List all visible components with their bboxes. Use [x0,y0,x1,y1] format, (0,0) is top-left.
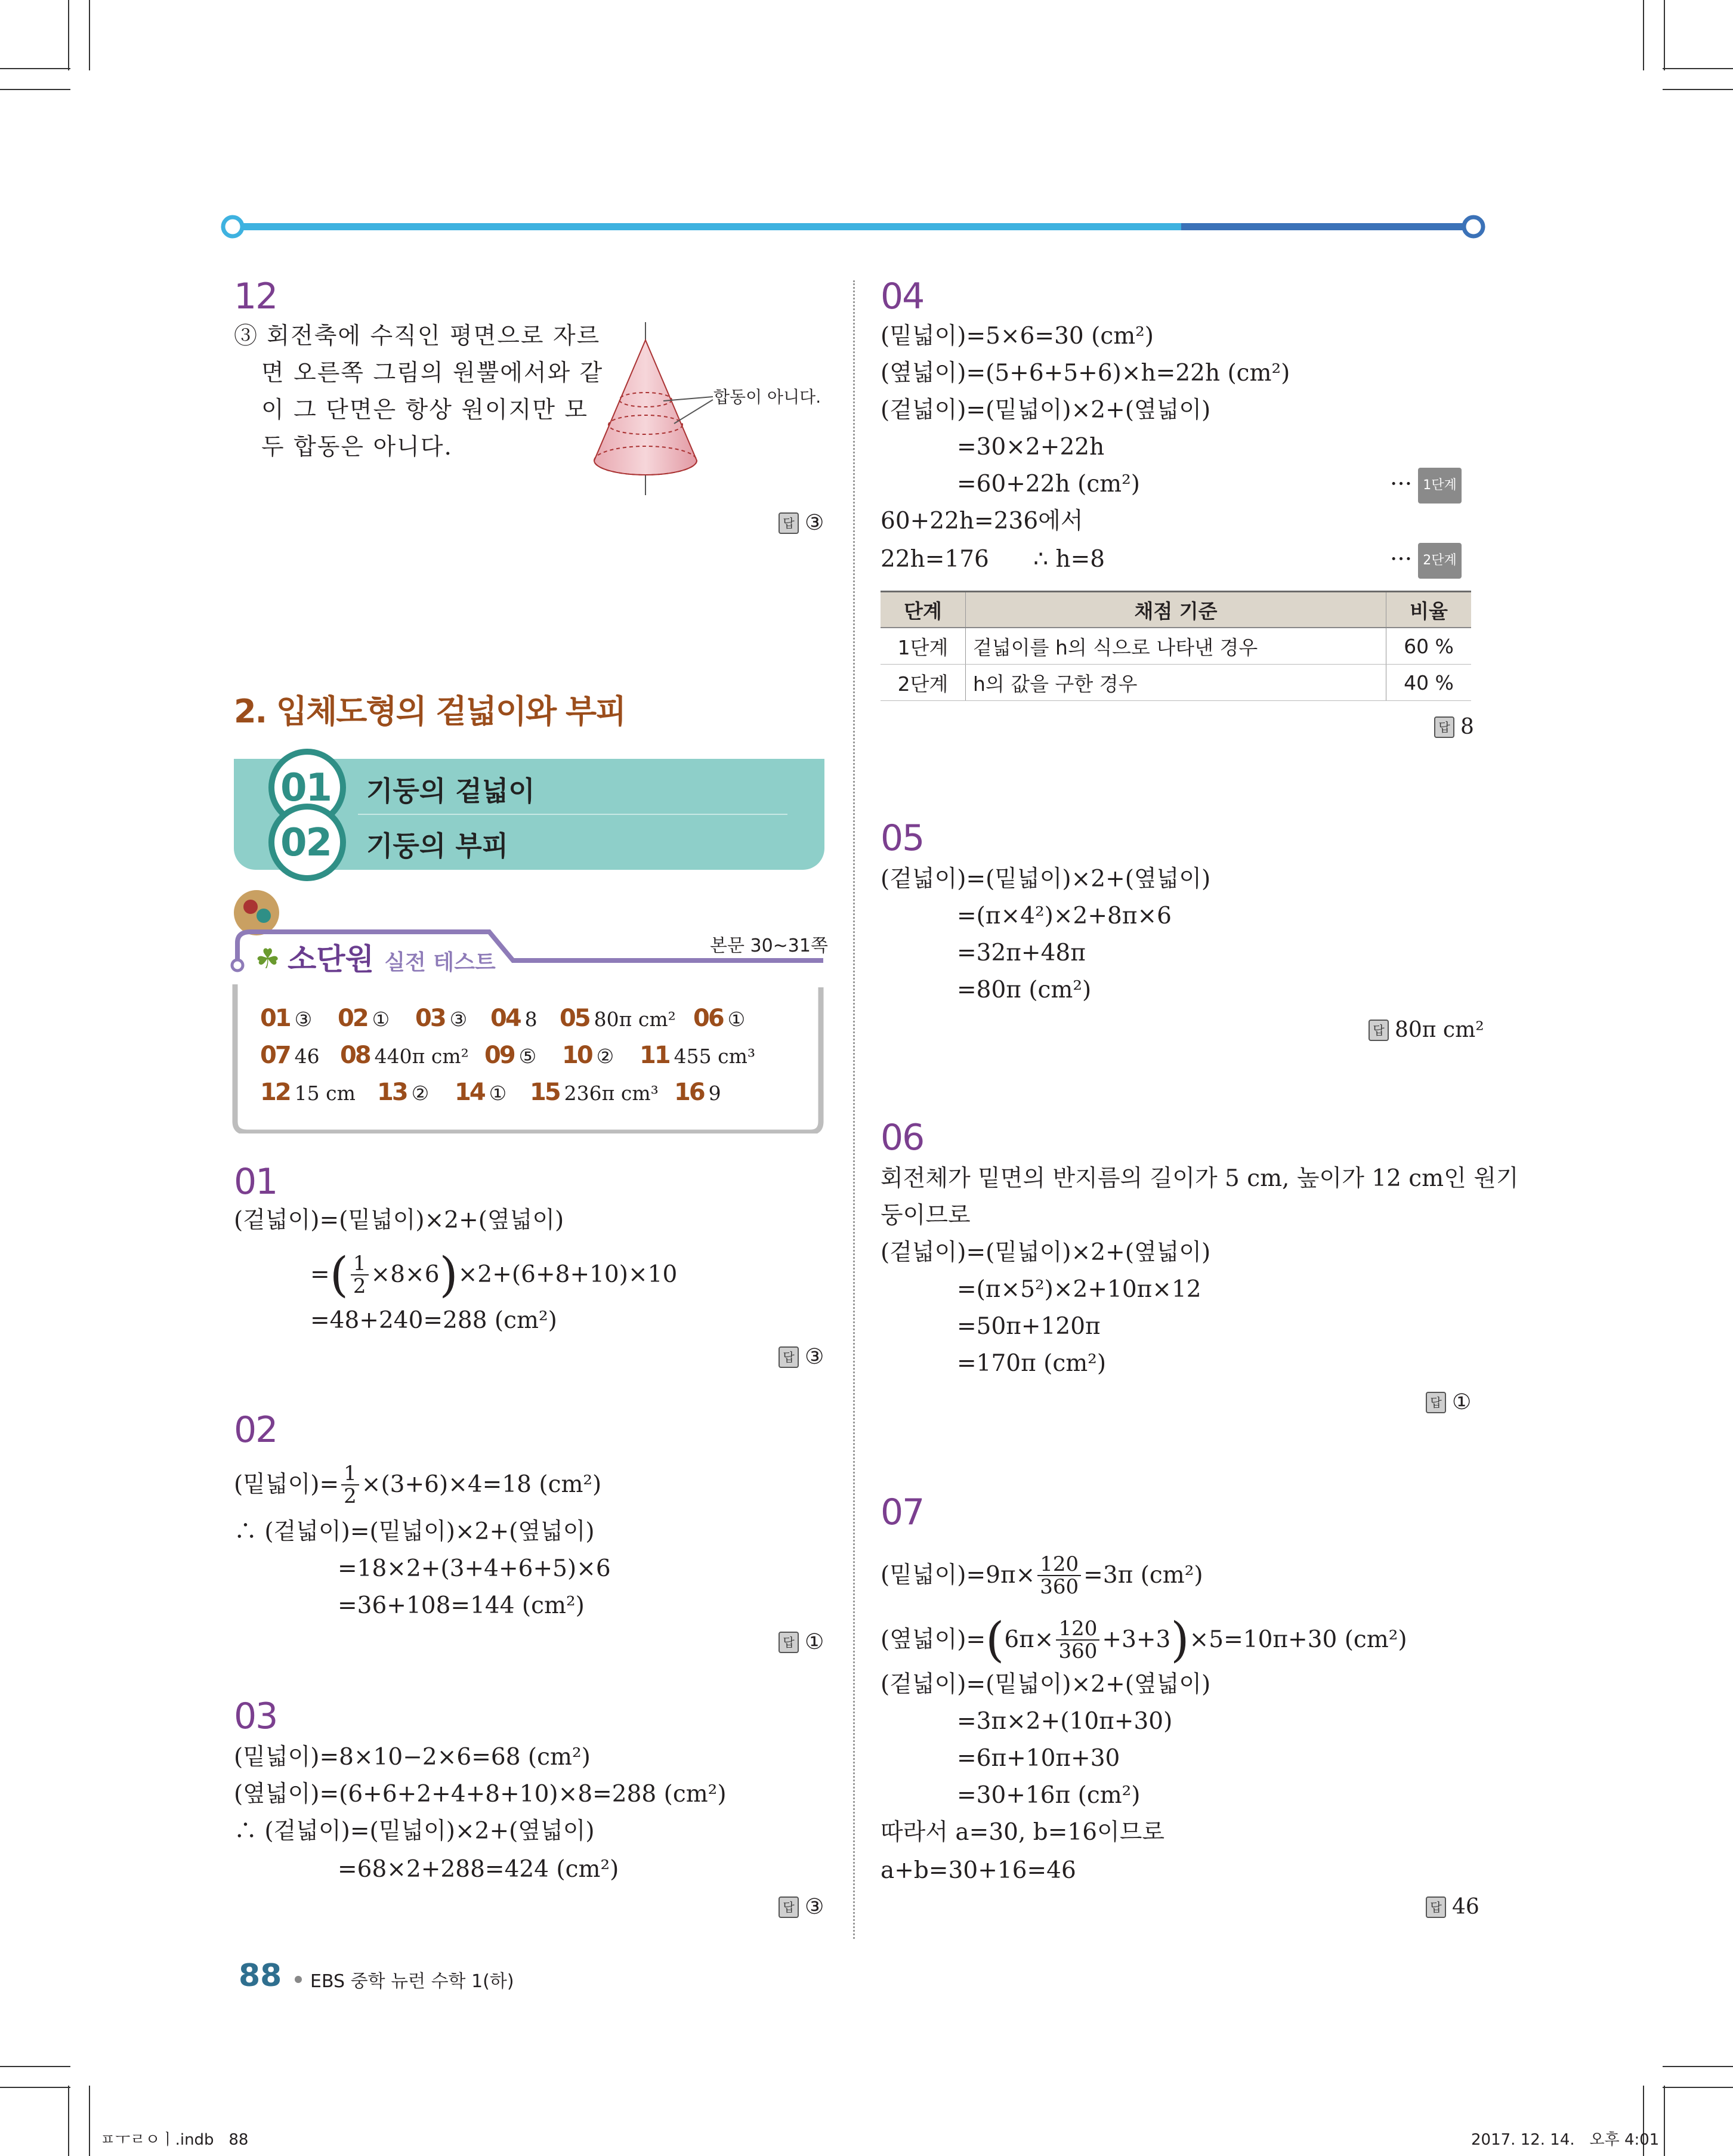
problem-05-line: =80π (cm²) [957,977,1092,1003]
table-cell: 60 % [1386,628,1472,665]
answer-03 [779,1895,824,1919]
answer-01 [779,1345,824,1369]
problem-02-line: (밑넓이)= $\frac{1}{2}$ ×(3+6)×4=18 (cm²) [234,1462,602,1508]
problem-03-line: (밑넓이)=8×10−2×6=68 (cm²) [234,1744,591,1771]
answer-value: ③ [805,511,824,535]
problem-12-line: 이 그 단면은 항상 원이지만 모 [261,397,589,424]
problem-number-01: 01 [234,1161,277,1203]
table-row [881,628,1471,665]
problem-number-12: 12 [234,276,277,317]
key-item: 15 236π cm³ [530,1079,659,1106]
answer-mark: 답 [1369,1020,1389,1041]
problem-07-line: 따라서 a=30, b=16이므로 [881,1819,1165,1846]
problem-04-line: 22h=176 ∴ h=8 [881,546,1105,573]
answer-value: 46 [1452,1895,1479,1919]
key-item: 16 9 [674,1079,721,1106]
problem-06-line: 둥이므로 [881,1202,971,1229]
section-title: 2. 입체도형의 겉넓이와 부피 [234,693,626,730]
answer-mark: 답 [779,1632,799,1653]
table-cell: 40 % [1386,665,1472,701]
problem-01-line: =48+240=288 (cm²) [310,1307,557,1334]
answer-mark: 답 [779,1896,799,1918]
problem-12-line: 두 합동은 아니다. [261,434,453,461]
answer-value: ① [1452,1390,1472,1414]
answer-value: ③ [805,1345,824,1369]
problem-07-line: (밑넓이)=9π× $\frac{120}{360}$ =3π (cm²) [881,1552,1203,1599]
answer-04 [1434,715,1474,739]
key-item: 02 ① [338,1005,390,1032]
problem-06-line: =50π+120π [957,1313,1101,1340]
problem-07-line: =6π+10π+30 [957,1745,1120,1772]
topic-divider [358,814,787,815]
problem-05-line: =32π+48π [957,940,1086,966]
problem-07-line: =30+16π (cm²) [957,1782,1141,1809]
problem-02-line: ∴ (겉넓이)=(밑넓이)×2+(옆넓이) [234,1518,595,1545]
key-item: 08 440π cm² [340,1042,469,1069]
problem-12-line: ③ 회전축에 수직인 평면으로 자르 [234,323,601,350]
problem-03-line: =68×2+288=424 (cm²) [338,1856,619,1883]
book-title: EBS 중학 뉴런 수학 1(하) [310,1971,514,1992]
problem-03-line: (옆넓이)=(6+6+2+4+8+10)×8=288 (cm²) [234,1781,727,1808]
problem-12-line: 면 오른쪽 그림의 원뿔에서와 같 [261,360,604,387]
key-item: 13 ② [377,1079,430,1106]
answer-mark: 답 [779,512,799,534]
answer-value: ③ [805,1895,824,1919]
problem-07-line: =3π×2+(10π+30) [957,1708,1173,1735]
answer-value: 8 [1460,715,1474,739]
problem-07-line: a+b=30+16=46 [881,1857,1076,1884]
topic-number-1: 01 [280,766,332,810]
problem-01-line: (겉넓이)=(밑넓이)×2+(옆넓이) [234,1207,564,1234]
problem-06-line: 회전체가 밑면의 반지름의 길이가 5 cm, 높이가 12 cm인 원기 [881,1165,1519,1192]
problem-07-line: (겉넓이)=(밑넓이)×2+(옆넓이) [881,1671,1211,1698]
answer-value: ① [805,1630,824,1654]
problem-number-06: 06 [881,1117,924,1159]
answer-12 [779,511,824,535]
problem-05-line: =(π×4²)×2+8π×6 [957,903,1172,929]
grading-table [881,591,1471,701]
header-bar [215,215,1491,239]
problem-04-line: (옆넓이)=(5+6+5+6)×h=22h (cm²) [881,360,1290,387]
print-slug-file: ㅍㅜㄹㅇㅣ.indb 88 [100,2131,249,2149]
answer-mark: 답 [779,1346,799,1368]
problem-number-04: 04 [881,276,924,317]
topic-number-2: 02 [280,821,332,865]
key-item: 01 ③ [260,1005,313,1032]
problem-number-03: 03 [234,1695,277,1737]
page-number: 88 [239,1958,282,1994]
problem-06-line: =(π×5²)×2+10π×12 [957,1276,1201,1303]
table-cell: 1단계 [881,628,966,665]
column-divider [853,280,855,1939]
key-item: 11 455 cm³ [640,1042,756,1069]
problem-04-line: =60+22h (cm²) [957,471,1141,498]
table-header: 비율 [1386,592,1472,628]
key-item: 09 ⑤ [484,1042,537,1069]
problem-number-02: 02 [234,1409,277,1451]
step-tag-2: ··· 2단계 [1390,543,1462,579]
table-header: 채점 기준 [966,592,1386,628]
problem-02-line: =36+108=144 (cm²) [338,1592,585,1619]
topic-label-1: 기둥의 겉넓이 [366,775,535,807]
problem-04-line: (겉넓이)=(밑넓이)×2+(옆넓이) [881,397,1211,424]
step-tag-1: ··· 1단계 [1390,468,1462,504]
answer-mark: 답 [1426,1896,1446,1918]
problem-number-05: 05 [881,817,924,859]
table-cell: 2단계 [881,665,966,701]
key-item: 12 15 cm [260,1079,356,1106]
problem-06-line: (겉넓이)=(밑넓이)×2+(옆넓이) [881,1239,1211,1266]
key-item: 06 ① [693,1005,746,1032]
cone-figure [591,322,740,495]
key-item: 03 ③ [415,1005,468,1032]
problem-03-line: ∴ (겉넓이)=(밑넓이)×2+(옆넓이) [234,1818,595,1845]
key-item: 05 80π cm² [560,1005,676,1032]
answer-05 [1369,1018,1484,1042]
problem-04-line: (밑넓이)=5×6=30 (cm²) [881,323,1154,350]
answer-02 [779,1630,824,1654]
topic-label-2: 기둥의 부피 [366,830,509,862]
key-item: 07 46 [260,1042,320,1069]
key-item: 10 ② [562,1042,614,1069]
problem-06-line: =170π (cm²) [957,1350,1107,1377]
problem-04-line: 60+22h=236에서 [881,508,1083,535]
problem-05-line: (겉넓이)=(밑넓이)×2+(옆넓이) [881,866,1211,892]
print-slug-stamp: 2017. 12. 14. 오후 4:01 [1471,2131,1660,2149]
table-cell: h의 값을 구한 경우 [966,665,1386,701]
answer-06 [1426,1390,1471,1414]
answer-value: 80π cm² [1395,1018,1484,1042]
answer-07 [1426,1895,1479,1919]
problem-04-line: =30×2+22h [957,434,1105,461]
answer-mark: 답 [1434,716,1454,738]
cone-figure-label: 합동이 아니다. [713,387,821,407]
footer-bullet [295,1976,302,1983]
answer-mark: 답 [1426,1392,1446,1413]
test-pages: 본문 30~31쪽 [710,935,828,956]
key-item: 04 8 [490,1005,537,1032]
problem-07-line: (옆넓이)= ( 6π× $\frac{120}{360}$ +3+3 ) ×5=10π+30 (cm²) [881,1612,1407,1667]
problem-01-line: = ( $\frac{1}{2}$ ×8×6 ) ×2+(6+8+10)×10 [310,1247,678,1302]
test-title-sub: 실전 테스트 [384,950,496,975]
key-item: 14 ① [455,1079,507,1106]
table-row [881,665,1471,701]
problem-02-line: =18×2+(3+4+6+5)×6 [338,1555,611,1582]
mascot-icon: ☘ [255,943,280,975]
problem-number-07: 07 [881,1491,924,1533]
table-cell: 겉넓이를 h의 식으로 나타낸 경우 [966,628,1386,665]
test-title-main: 소단원 [288,942,374,977]
table-header: 단계 [881,592,966,628]
test-title [288,935,496,978]
